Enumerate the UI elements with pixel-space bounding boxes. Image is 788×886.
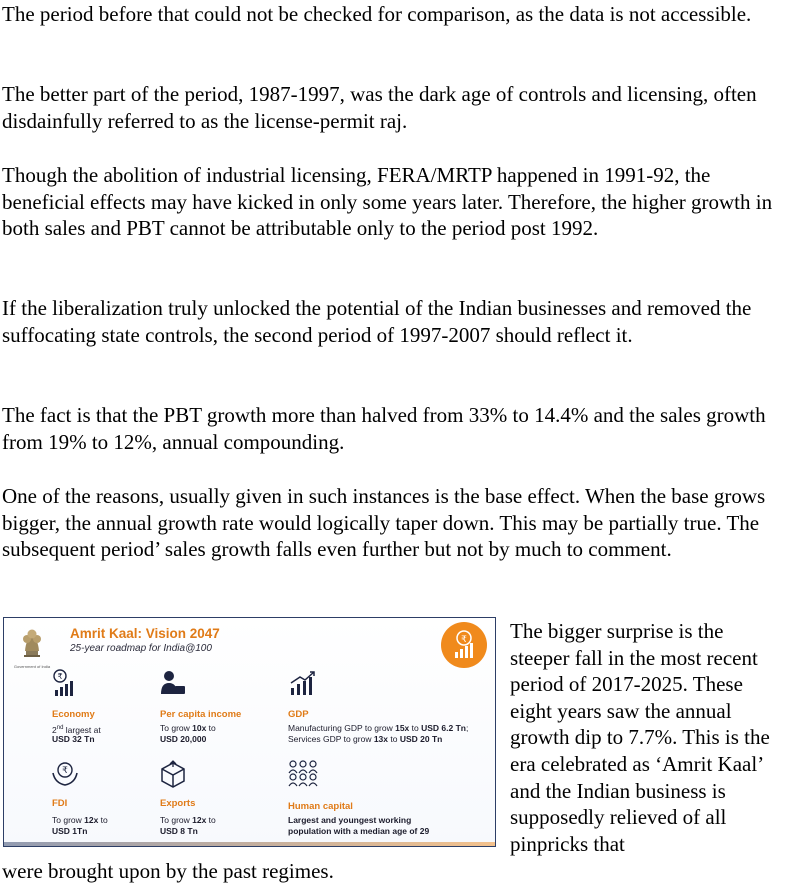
gdp-line2: Services GDP to grow 13x to USD 20 Tn	[288, 734, 443, 744]
bar-growth-icon	[288, 668, 318, 698]
paragraph-pbt-growth: The fact is that the PBT growth more than halved from 33% to 14.4% and the sales growth from 19% to 12%, annual compounding.	[2, 403, 766, 454]
fdi-line2: USD 1Tn	[52, 826, 88, 836]
infographic-subtitle: 25-year roadmap for India@100	[70, 643, 212, 654]
per-capita-heading: Per capita income	[160, 709, 242, 720]
per-capita-line2: USD 20,000	[160, 734, 207, 744]
human-capital-line1: Largest and youngest working	[288, 815, 412, 825]
paragraph-bigger-surprise: The bigger surprise is the steeper fall in the most recent period of 2017-2025. These eight years saw the annual growth dip to 7.7%. This is the era celebrated as ‘Amrit Kaal’ and the Indian business is supposedly relieved of all pinpricks that	[510, 619, 770, 856]
hand-rupee-icon	[50, 759, 80, 789]
per-capita-line1: To grow 10x to	[160, 723, 216, 733]
paragraph-base-effect: One of the reasons, usually given in such instances is the base effect. When the base grows bigger, the annual growth rate would logically taper down. This may be partially true. The subsequent period’ sales growth falls even further but not by much to comment.	[2, 484, 766, 562]
gov-label: Government of India	[13, 664, 51, 669]
paragraph-license-raj: The better part of the period, 1987-1997, was the dark age of controls and licensing, often disdainfully referred to as the license-permit raj.	[2, 82, 757, 133]
paragraph-liberalization: If the liberalization truly unlocked the potential of the Indian businesses and removed the suffocating state controls, the second period of 1997-2007 should reflect it.	[2, 296, 752, 347]
economy-line1: 2nd largest at	[52, 724, 101, 735]
package-icon	[158, 759, 188, 789]
infographic-bottom-bar	[4, 842, 495, 846]
human-capital-heading: Human capital	[288, 801, 353, 812]
svg-text:₹: ₹	[461, 635, 467, 645]
svg-text:₹: ₹	[62, 766, 68, 776]
fdi-line1: To grow 12x to	[52, 815, 108, 825]
exports-line1: To grow 12x to	[160, 815, 216, 825]
growth-badge-icon	[441, 622, 487, 668]
crowd-icon	[286, 759, 320, 789]
gdp-line1: Manufacturing GDP to grow 15x to USD 6.2 Tn;	[288, 723, 469, 733]
people-icon	[158, 668, 188, 698]
economy-line2: USD 32 Tn	[52, 734, 95, 744]
paragraph-data-access: The period before that could not be checked for comparison, as the data is not accessible.	[2, 2, 752, 26]
gdp-heading: GDP	[288, 709, 309, 720]
fdi-heading: FDI	[52, 798, 68, 809]
rupee-growth-icon	[50, 668, 80, 698]
exports-line2: USD 8 Tn	[160, 826, 198, 836]
paragraph-abolition: Though the abolition of industrial licensing, FERA/MRTP happened in 1991-92, the beneficial effects may have kicked in only some years later. Therefore, the higher growth in both sales and PBT cannot be attributable only to the period post 1992.	[2, 163, 773, 241]
paragraph-past-regimes: were brought upon by the past regimes.	[2, 859, 334, 883]
national-emblem-icon	[12, 621, 52, 665]
infographic-title: Amrit Kaal: Vision 2047	[70, 626, 220, 641]
amrit-kaal-infographic	[3, 617, 496, 847]
economy-heading: Economy	[52, 709, 95, 720]
human-capital-line2: population with a median age of 29	[288, 826, 430, 836]
exports-heading: Exports	[160, 798, 196, 809]
svg-text:₹: ₹	[57, 672, 63, 681]
